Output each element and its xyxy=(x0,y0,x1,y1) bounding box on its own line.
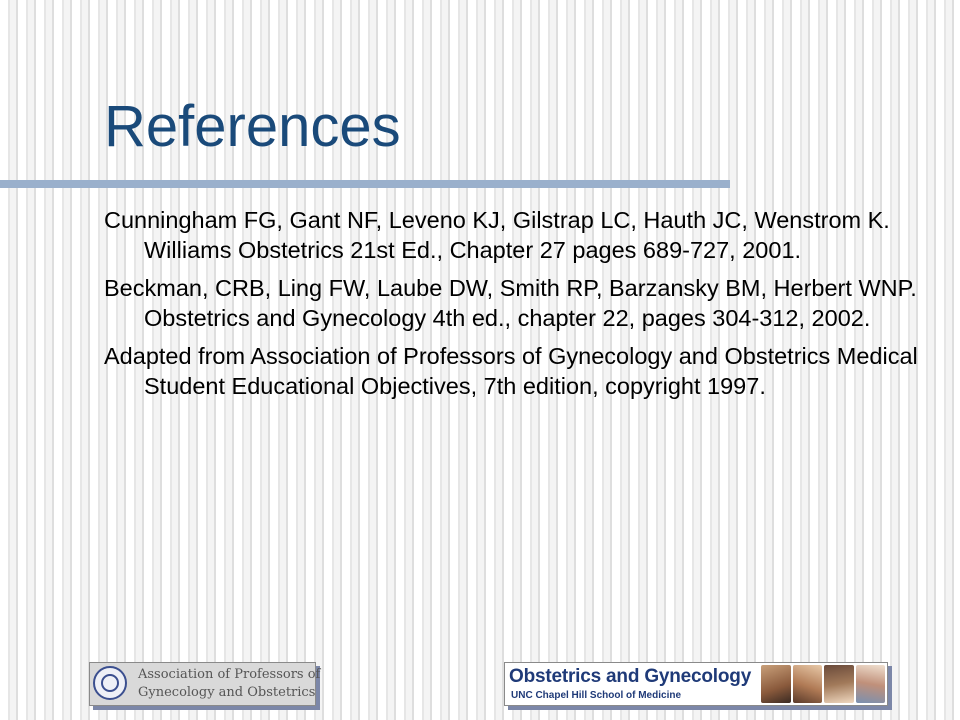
apgo-logo xyxy=(89,662,321,706)
unc-obgyn-logo xyxy=(504,662,888,706)
reference-item: Cunningham FG, Gant NF, Leveno KJ, Gilstrap LC, Hauth JC, Wenstrom K. Williams Obstetrics 21st Ed., Chapter 27 pages 689-727, 2001. xyxy=(104,207,890,263)
mother-child-photo xyxy=(793,665,823,703)
apgo-seal-icon xyxy=(93,666,127,700)
reference-item: Beckman, CRB, Ling FW, Laube DW, Smith RP, Barzansky BM, Herbert WNP. Obstetrics and Gynecology 4th ed., chapter 22, pages 304-312, 2002. xyxy=(104,275,917,331)
women-photo xyxy=(824,665,854,703)
apgo-logo-line-1: Association of Professors of xyxy=(138,667,321,682)
woman-photo xyxy=(761,665,791,703)
reference-list xyxy=(104,205,940,409)
obgyn-logo-title: Obstetrics and Gynecology xyxy=(509,666,752,687)
title-underline xyxy=(0,180,730,188)
apgo-logo-line-2: Gynecology and Obstetrics xyxy=(138,685,316,700)
slide-title: References xyxy=(104,94,401,159)
reference-item: Adapted from Association of Professors of Gynecology and Obstetrics Medical Student Educational Objectives, 7th edition, copyright 1997. xyxy=(104,343,918,399)
patient-photo xyxy=(856,665,886,703)
photo-strip xyxy=(761,665,885,703)
obgyn-logo-subtitle: UNC Chapel Hill School of Medicine xyxy=(511,690,682,701)
